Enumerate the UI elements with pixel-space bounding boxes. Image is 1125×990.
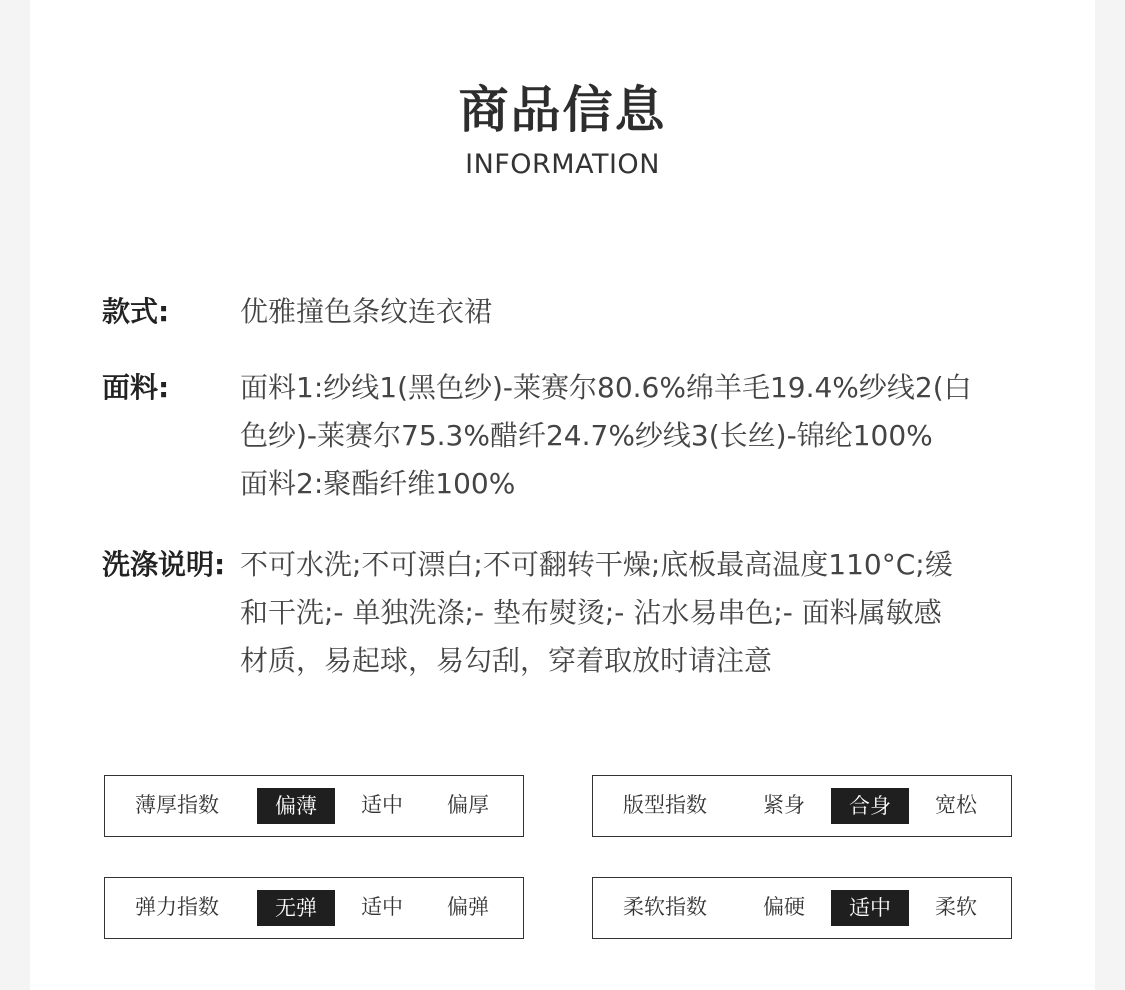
elasticity-option-medium: 适中 <box>361 895 403 919</box>
thickness-option-thin: 偏薄 <box>257 788 335 824</box>
fit-index-label: 版型指数 <box>623 793 707 817</box>
softness-index <box>592 877 1012 939</box>
softness-index-label: 柔软指数 <box>623 895 707 919</box>
softness-option-hard: 偏硬 <box>763 895 805 919</box>
page-subtitle: INFORMATION <box>465 149 660 180</box>
elasticity-option-none: 无弹 <box>257 890 335 926</box>
thickness-index <box>104 775 524 837</box>
fit-index <box>592 775 1012 837</box>
fit-option-tight: 紧身 <box>763 793 805 817</box>
page-title: 商品信息 <box>458 81 667 139</box>
thickness-index-label: 薄厚指数 <box>135 793 219 817</box>
washing-value: 不可水洗;不可漂白;不可翻转干燥;底板最高温度110°C;缓 和干洗;- 单独洗涤;- 垫布熨烫;- 沾水易串色;- 面料属敏感 材质，易起球，易勾刮，穿着取放时请注意 <box>240 548 953 677</box>
elasticity-index-label: 弹力指数 <box>135 895 219 919</box>
fit-option-regular: 合身 <box>831 788 909 824</box>
fabric-value: 面料1:纱线1(黑色纱)-莱赛尔80.6%绵羊毛19.4%纱线2(白 色纱)-莱赛尔75.3%醋纤24.7%纱线3(长丝)-锦纶100% 面料2:聚酯纤维100% <box>240 371 972 500</box>
fabric-label: 面料: <box>102 371 170 404</box>
style-value: 优雅撞色条纹连衣裙 <box>240 295 493 328</box>
style-label: 款式: <box>102 295 170 328</box>
washing-label: 洗涤说明: <box>102 548 226 581</box>
elasticity-option-stretchy: 偏弹 <box>447 895 489 919</box>
thickness-option-medium: 适中 <box>361 793 403 817</box>
fit-option-loose: 宽松 <box>935 793 977 817</box>
softness-option-soft: 柔软 <box>935 895 977 919</box>
thickness-option-thick: 偏厚 <box>447 793 489 817</box>
elasticity-index <box>104 877 524 939</box>
softness-option-medium: 适中 <box>831 890 909 926</box>
